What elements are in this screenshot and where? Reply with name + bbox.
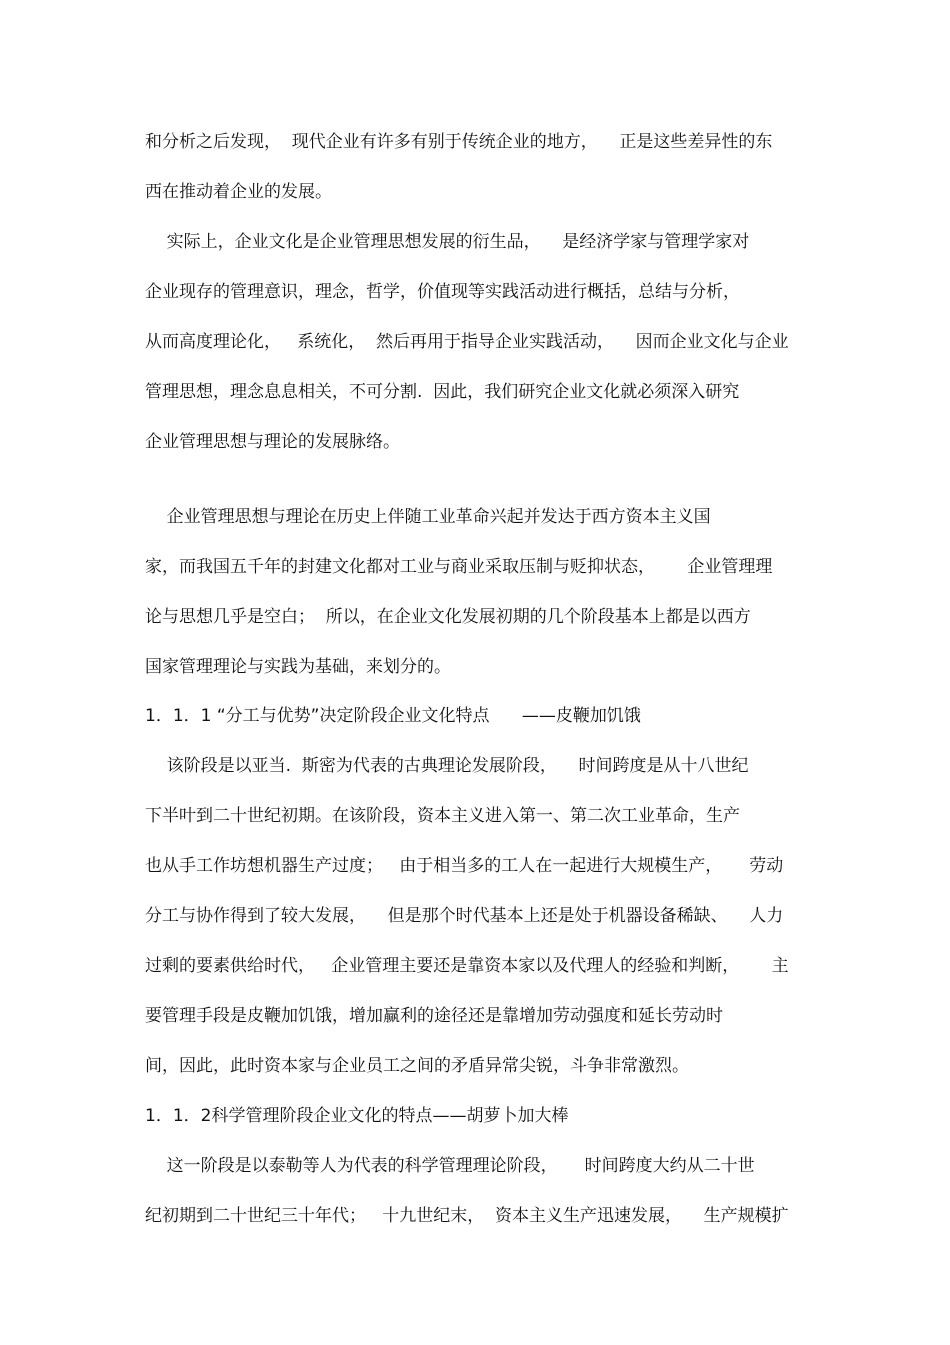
paragraph-line: 实际上，企业文化是企业管理思想发展的衍生品， 是经济学家与管理学家对 bbox=[145, 232, 750, 252]
paragraph-line: 家，而我国五千年的封建文化都对工业与商业采取压制与贬抑状态， 企业管理理 bbox=[145, 557, 773, 577]
paragraph-line: 论与思想几乎是空白； 所以，在企业文化发展初期的几个阶段基本上都是以西方 bbox=[145, 607, 751, 627]
paragraph-line: 该阶段是以亚当. 斯密为代表的古典理论发展阶段， 时间跨度是从十八世纪 bbox=[145, 756, 749, 776]
paragraph-line: 要管理手段是皮鞭加饥饿，增加赢利的途径还是靠增加劳动强度和延长劳动时 bbox=[145, 1006, 723, 1026]
paragraph-line: 企业管理思想与理论的发展脉络。 bbox=[145, 432, 400, 452]
paragraph-line: 从而高度理论化， 系统化， 然后再用于指导企业实践活动， 因而企业文化与企业 bbox=[145, 332, 789, 352]
paragraph-line: 企业管理思想与理论在历史上伴随工业革命兴起并发达于西方资本主义国 bbox=[145, 507, 711, 527]
paragraph-line: 这一阶段是以泰勒等人为代表的科学管理理论阶段， 时间跨度大约从二十世 bbox=[145, 1156, 755, 1176]
paragraph-line: 过剩的要素供给时代， 企业管理主要还是靠资本家以及代理人的经验和判断， 主 bbox=[145, 956, 789, 976]
paragraph-line: 下半叶到二十世纪初期。在该阶段，资本主义进入第一、第二次工业革命，生产 bbox=[145, 806, 740, 826]
paragraph-line: 分工与协作得到了较大发展， 但是那个时代基本上还是处于机器设备稀缺、 人力 bbox=[145, 906, 784, 926]
paragraph-line: 西在推动着企业的发展。 bbox=[145, 182, 332, 202]
section-heading: 1．1．2科学管理阶段企业文化的特点——胡萝卜加大棒 bbox=[145, 1106, 569, 1126]
paragraph-line: 管理思想，理念息息相关，不可分割. 因此，我们研究企业文化就必须深入研究 bbox=[145, 382, 740, 402]
section-heading: 1．1．1 “分工与优势”决定阶段企业文化特点 ——皮鞭加饥饿 bbox=[145, 706, 641, 726]
paragraph-line: 企业现存的管理意识，理念，哲学，价值现等实践活动进行概括，总结与分析， bbox=[145, 282, 740, 302]
paragraph-line: 纪初期到二十世纪三十年代； 十九世纪末， 资本主义生产迅速发展， 生产规模扩 bbox=[145, 1206, 789, 1226]
paragraph-line: 国家管理理论与实践为基础，来划分的。 bbox=[145, 657, 451, 677]
paragraph-line: 间，因此，此时资本家与企业员工之间的矛盾异常尖锐，斗争非常激烈。 bbox=[145, 1056, 689, 1076]
paragraph-line: 和分析之后发现， 现代企业有许多有别于传统企业的地方， 正是这些差异性的东 bbox=[145, 132, 773, 152]
paragraph-line: 也从手工作坊想机器生产过度； 由于相当多的工人在一起进行大规模生产， 劳动 bbox=[145, 856, 784, 876]
